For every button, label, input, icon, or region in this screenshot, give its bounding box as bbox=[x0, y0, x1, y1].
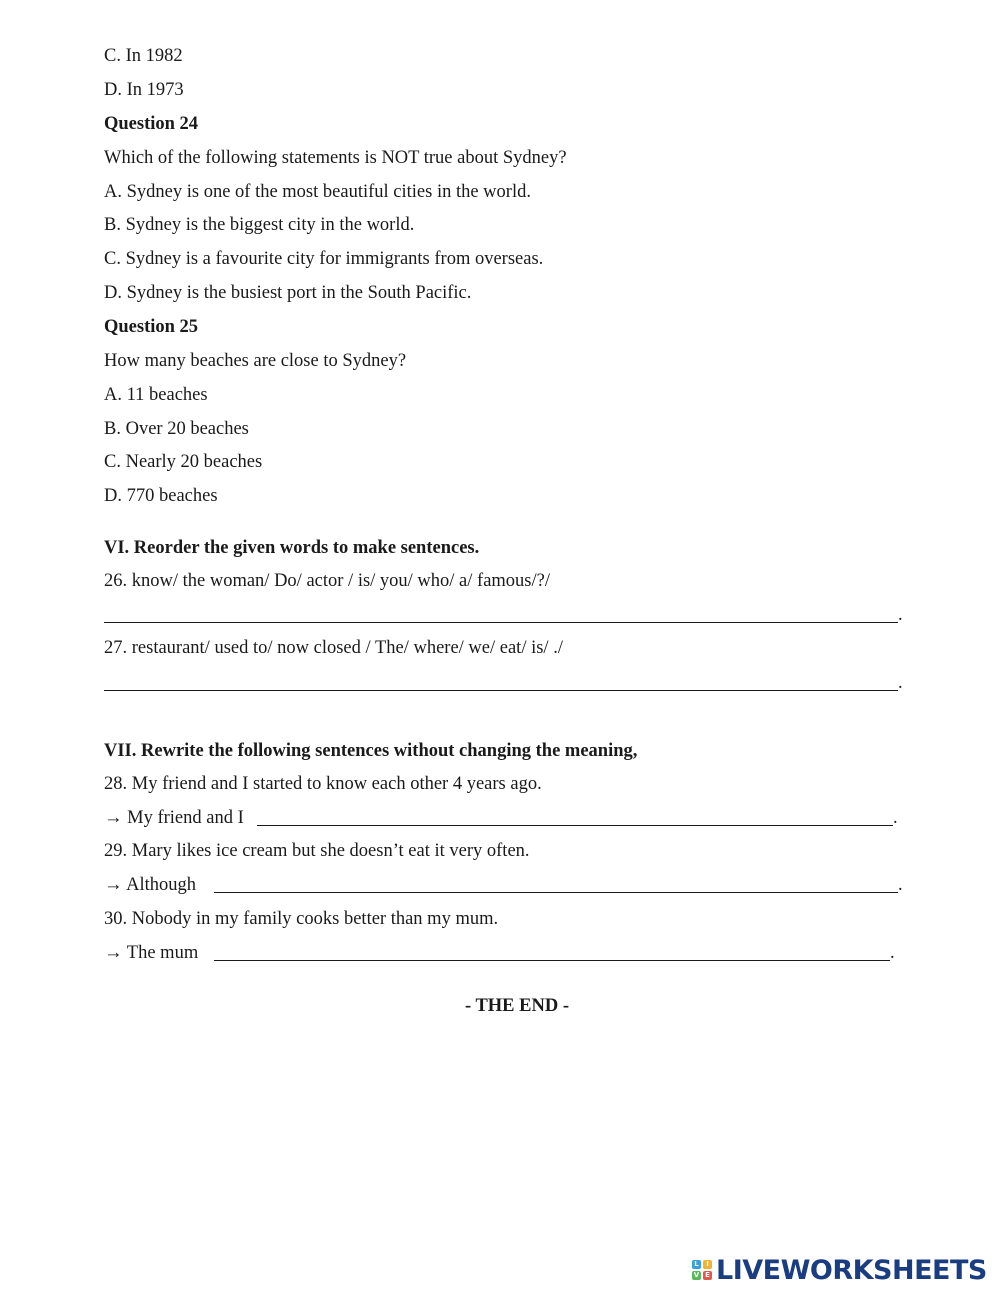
liveworksheets-wordmark: LIVEWORKSHEETS bbox=[716, 1254, 987, 1286]
logo-mark-e: E bbox=[703, 1271, 712, 1280]
q26-prompt: 26. know/ the woman/ Do/ actor / is/ you/ who/ a/ famous/?/ bbox=[104, 571, 550, 591]
q27-prompt: 27. restaurant/ used to/ now closed / The/ where/ we/ eat/ is/ ./ bbox=[104, 638, 563, 658]
q25-option-a[interactable]: A. 11 beaches bbox=[104, 385, 208, 405]
q30-period: . bbox=[890, 943, 895, 963]
q29-prompt: 29. Mary likes ice cream but she doesn’t eat it very often. bbox=[104, 841, 530, 861]
q25-option-b[interactable]: B. Over 20 beaches bbox=[104, 419, 249, 439]
q28-prefix: → My friend and I bbox=[104, 808, 244, 828]
section-7-heading: VII. Rewrite the following sentences without changing the meaning, bbox=[104, 741, 638, 761]
q24-option-a[interactable]: A. Sydney is one of the most beautiful cities in the world. bbox=[104, 182, 531, 202]
q29-prefix: → Although bbox=[104, 875, 196, 895]
question-24-prompt: Which of the following statements is NOT true about Sydney? bbox=[104, 148, 567, 168]
end-marker: - THE END - bbox=[465, 995, 569, 1016]
q28-prompt: 28. My friend and I started to know each other 4 years ago. bbox=[104, 774, 542, 794]
q30-prefix: → The mum bbox=[104, 943, 199, 963]
q24-option-d[interactable]: D. Sydney is the busiest port in the South Pacific. bbox=[104, 283, 472, 303]
logo-mark-i: I bbox=[703, 1260, 712, 1269]
q28-answer-blank[interactable] bbox=[257, 825, 893, 826]
liveworksheets-logo-icon bbox=[692, 1260, 712, 1280]
question-25-prompt: How many beaches are close to Sydney? bbox=[104, 351, 407, 371]
liveworksheets-logo[interactable] bbox=[692, 1254, 987, 1286]
q25-option-d[interactable]: D. 770 beaches bbox=[104, 486, 218, 506]
q26-answer-blank[interactable] bbox=[104, 622, 898, 623]
q27-period: . bbox=[898, 673, 903, 693]
section-6-heading: VI. Reorder the given words to make sentences. bbox=[104, 538, 480, 558]
q28-period: . bbox=[893, 808, 898, 828]
q30-prompt: 30. Nobody in my family cooks better than my mum. bbox=[104, 909, 499, 929]
q26-period: . bbox=[898, 605, 903, 625]
q27-answer-blank[interactable] bbox=[104, 690, 898, 691]
q29-answer-blank[interactable] bbox=[214, 892, 898, 893]
question-24-heading: Question 24 bbox=[104, 114, 199, 134]
q25-option-c[interactable]: C. Nearly 20 beaches bbox=[104, 452, 263, 472]
q23-option-c: C. In 1982 bbox=[104, 46, 183, 66]
q30-answer-blank[interactable] bbox=[214, 960, 890, 961]
q24-option-c[interactable]: C. Sydney is a favourite city for immigrants from overseas. bbox=[104, 249, 544, 269]
q24-option-b[interactable]: B. Sydney is the biggest city in the world. bbox=[104, 215, 415, 235]
question-25-heading: Question 25 bbox=[104, 317, 199, 337]
logo-mark-v: V bbox=[693, 1271, 700, 1279]
q23-option-d: D. In 1973 bbox=[104, 80, 184, 100]
logo-mark-l: L bbox=[692, 1260, 701, 1269]
q29-period: . bbox=[898, 875, 903, 895]
